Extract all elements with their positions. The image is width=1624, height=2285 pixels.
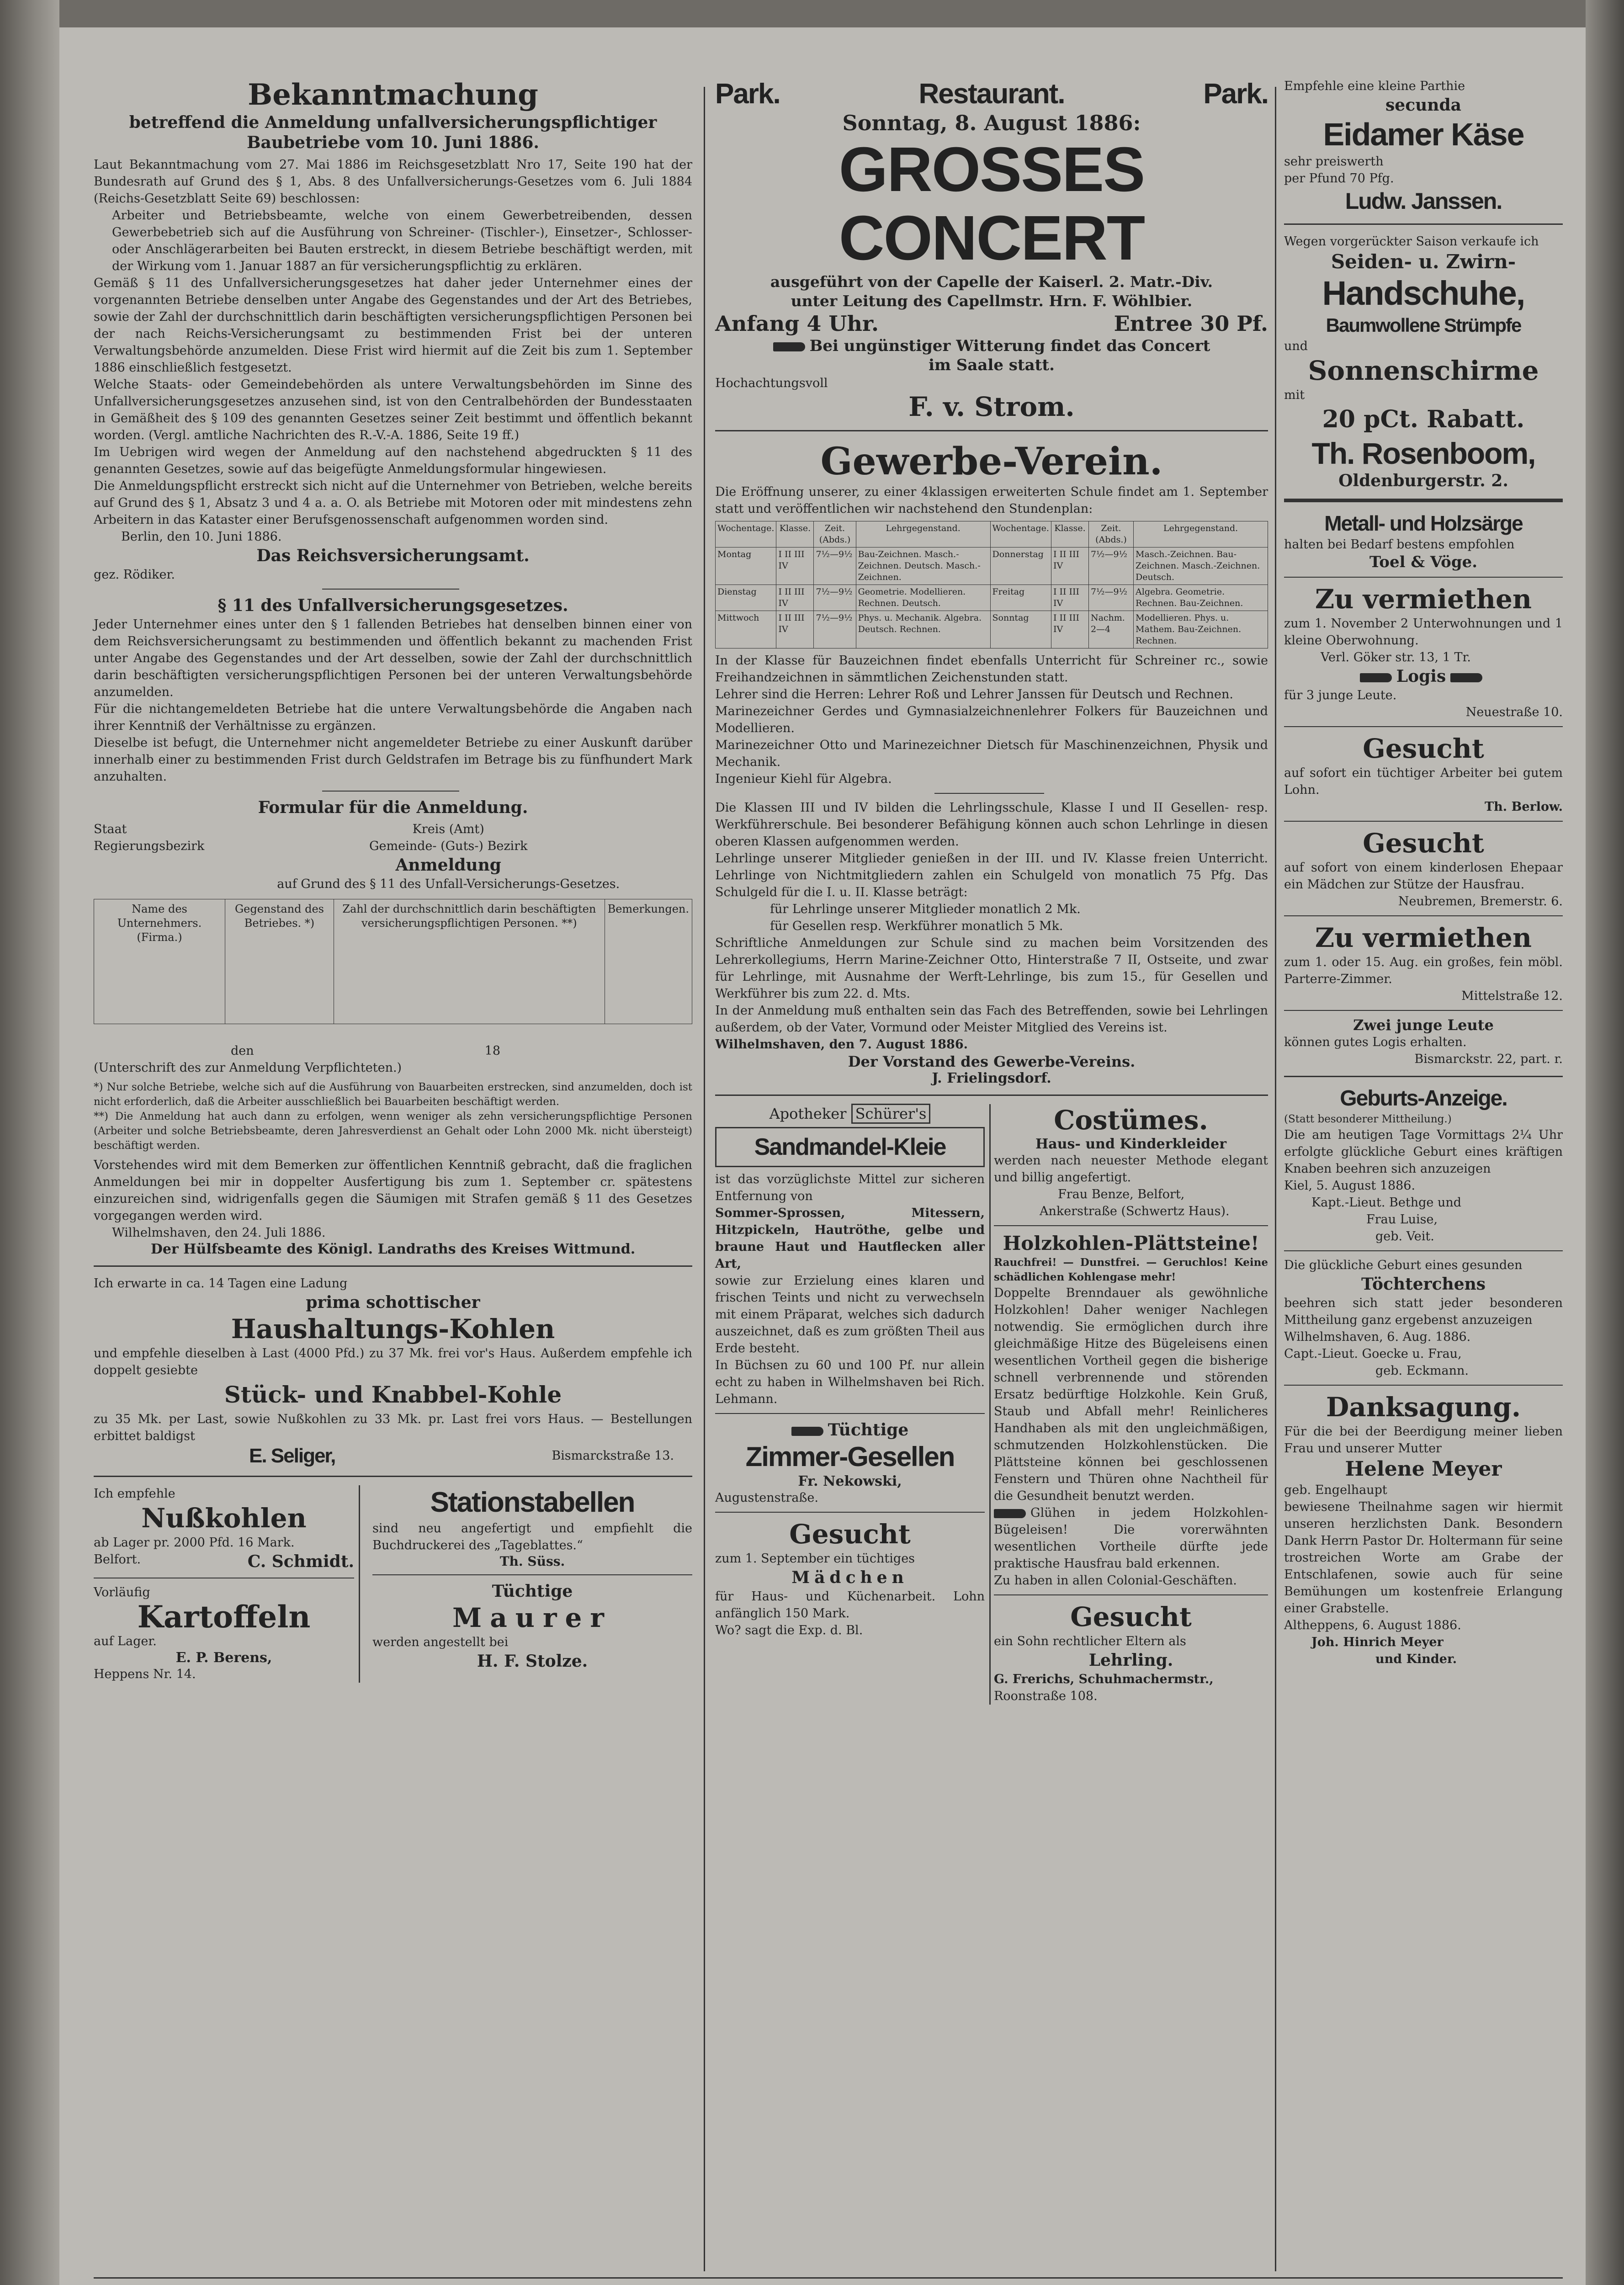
timetable-row [716, 585, 1268, 611]
timetable-row [716, 547, 1268, 585]
ad-line: Ich erwarte in ca. 14 Tagen eine Ladung [94, 1276, 348, 1291]
ad-line: Ich empfehle [94, 1487, 175, 1501]
ad-text: per Pfund 70 Pfg. [1284, 171, 1394, 186]
paragraph: Arbeiter und Betriebsbeamte, welche von einem Gewerbetreibenden, dessen Gewerbebetrieb sich auf die Ausführung von Schreiner- (Tischler-), Einsetzer-, Schlosser- oder Anschlägerarbeiten bei Bauten erstreckt, in diesem Betriebe beschäftigt werden, mit der Wirkung vom 1. Januar 1887 an für versicherungspflichtig zu erklären. [112, 208, 692, 273]
form-signature-line: (Unterschrift des zur Anmeldung Verpflichteten.) [94, 1061, 402, 1075]
ad-address: Oldenburgerstr. 2. [1338, 471, 1508, 490]
page-edge [1586, 0, 1624, 2285]
ad-title: Baumwollene Strümpfe [1326, 314, 1521, 336]
ad-title: Lehrling. [1088, 1651, 1173, 1670]
ad-title: Seiden- u. Zwirn- [1331, 250, 1516, 273]
ad-text: Glühen in jedem Holzkohlen-Bügeleisen! Die vorerwähnten wesentlichen Vortheile dürfte jede praktische Hausfrau bald erkennen. [994, 1506, 1268, 1571]
ad-line: secunda [1385, 96, 1461, 115]
timetable-cell: I II III IV [1051, 547, 1088, 585]
pointing-hand-icon [1450, 673, 1482, 682]
form-den: den [231, 1044, 254, 1058]
ad-address: Roonstraße 108. [994, 1689, 1098, 1703]
ad-title: Gesucht [789, 1519, 911, 1550]
ad-signature: Toel & Vöge. [1369, 553, 1478, 571]
place-date: Wilhelmshaven, den 24. Juli 1886. [112, 1226, 326, 1240]
divider [715, 1095, 1268, 1096]
divider [1284, 577, 1563, 578]
divider [1284, 223, 1563, 225]
timetable-cell: Montag [716, 547, 776, 585]
ad-title: Costümes. [1054, 1105, 1208, 1136]
timetable-cell: 7½—9½ [814, 611, 856, 648]
ad-address: Neuestraße 10. [1465, 705, 1563, 719]
timetable-cell: 7½—9½ [814, 547, 856, 585]
concert-regards: Hochachtungsvoll [715, 376, 828, 390]
ad-title: Zwei junge Leute [1353, 1016, 1494, 1034]
ad-text: Wegen vorgerückter Saison verkaufe ich [1284, 234, 1539, 249]
paragraph: Die Klassen III und IV bilden die Lehrlingsschule, Klasse I und II Gesellen- resp. Werkführerschule. Bei besonderer Befähigung können auch schon Lehrlinge in diesen oberen Klassen aufgenommen werden. [715, 801, 1268, 849]
ad-title: Handschuhe, [1322, 274, 1525, 312]
fee-line: für Lehrlinge unserer Mitglieder monatlich 2 Mk. [770, 902, 1081, 916]
notice-subtitle: betreffend die Anmeldung unfallversicherungspflichtiger Baubetriebe vom 10. Juni 1886. [129, 113, 657, 152]
divider [994, 1225, 1268, 1226]
ad-address: Ankerstraße (Schwertz Haus). [1040, 1204, 1230, 1218]
divider [322, 589, 459, 590]
divider [994, 1594, 1268, 1595]
ad-text: werden nach neuester Methode elegant und billig angefertigt. [994, 1153, 1268, 1185]
paragraph: Für die nichtangemeldeten Betriebe hat die untere Verwaltungsbehörde die Angaben nach ihrer Kenntniß der Verhältnisse zu ergänzen. [94, 702, 692, 733]
paragraph: Schriftliche Anmeldungen zur Schule sind zu machen beim Vorsitzenden des Lehrerkollegiums, Herrn Marine-Zeichner Otto, Hinterstraße 7 II, Ostseite, und zwar für Lehrlinge, mit Ausnahme der Werft-Lehrlinge, bis zum 15., für Gesellen und Werkführer bis zum 22. d. Mts. [715, 936, 1268, 1001]
divider [1284, 821, 1563, 822]
ad-text: für 3 junge Leute. [1284, 688, 1397, 702]
form-title: Formular für die Anmeldung. [258, 798, 528, 817]
notice-title: Bekanntmachung [248, 78, 538, 112]
ad-text: auf sofort ein tüchtiger Arbeiter bei gutem Lohn. [1284, 766, 1563, 797]
pointing-hand-icon [791, 1427, 823, 1436]
timetable-cell: I II III IV [776, 585, 814, 611]
paragraph: In der Klasse für Bauzeichnen findet ebenfalls Unterricht für Schreiner rc., sowie Freihandzeichnen in sämmtlichen Zeichenstunden statt. [715, 654, 1268, 685]
form-label: Kreis (Amt) [412, 822, 484, 836]
page-footer [94, 2269, 1563, 2285]
timetable-cell: I II III IV [776, 547, 814, 585]
concert-line: unter Leitung des Capellmstr. Hrn. F. Wöhlbier. [791, 292, 1193, 310]
divider [94, 2277, 1563, 2279]
ad-line: Tüchtige [828, 1420, 909, 1440]
ad-address: Mittelstraße 12. [1461, 989, 1563, 1003]
timetable-cell: I II III IV [1051, 585, 1088, 611]
form-label: Regierungsbezirk [94, 839, 205, 853]
ad-address: Verl. Göker str. 13, 1 Tr. [1321, 650, 1471, 664]
notice-signature: Der Hülfsbeamte des Königl. Landraths des Kreises Wittmund. [150, 1241, 636, 1257]
form-column-header: Bemerkungen. [605, 899, 692, 1024]
divider [715, 430, 1268, 431]
ad-address: Augustenstraße. [715, 1491, 818, 1505]
divider [1284, 1076, 1563, 1077]
form-anmeldung: Anmeldung [395, 856, 501, 875]
ad-text: bewiesene Theilnahme sagen wir hiermit unseren herzlichsten Dank. Besondern Dank Herrn Pastor Dr. Holtermann für seine trostreichen Worte am Grabe der Entschlafenen, sowie auch für seine Bemühungen um kostenfreie Erlangung einer Grabstelle. [1284, 1500, 1563, 1615]
concert-line: im Saale statt. [929, 356, 1055, 374]
concert-entry: Entree 30 Pf. [1114, 311, 1268, 336]
ad-text: für Haus- und Küchenarbeit. Lohn anfänglich 150 Mark. [715, 1589, 985, 1621]
timetable-cell: Donnerstag [990, 547, 1051, 585]
ad-text: ist das vorzüglichste Mittel zur sicheren Entfernung von [715, 1172, 985, 1203]
ad-signature: geb. Veit. [1375, 1229, 1434, 1243]
ad-title: Logis [1396, 667, 1446, 686]
place-date: Wilhelmshaven, den 7. August 1886. [715, 1037, 968, 1052]
ad-signature: geb. Eckmann. [1375, 1364, 1469, 1378]
ad-text: zu 35 Mk. per Last, sowie Nußkohlen zu 33 Mk. pr. Last frei vors Haus. — Bestellungen erbittet baldigst [94, 1412, 692, 1443]
paragraph: Die Eröffnung unserer, zu einer 4klassigen erweiterten Schule findet am 1. September statt und veröffentlichen wir nachstehend den Stundenplan: [715, 485, 1268, 516]
divider [1284, 915, 1563, 916]
ad-address: Bismarckstraße 13. [552, 1449, 674, 1463]
timetable-cell: Sonntag [990, 611, 1051, 648]
ad-text: Doppelte Brenndauer als gewöhnliche Holzkohlen! Daher weniger Nachlegen notwendig. Sie ermöglichen durch ihre gleichmäßige Hitze des Bügeleisens einen wesentlichen Vortheil gegen die bisherige schnell verbrennende und störenden Ersatz bedürftige Holzkohle. Kein Gruß, Staub und Abfall mehr! Reinlicheres Handhaben als mit den ungleichmäßigen, schmutzenden Holzkohlenstücken. Die Plättsteine können bei geschlossenen Fenstern und Thüren ohne Nachtheil für die Gesundheit benutzt werden. [994, 1286, 1268, 1503]
ad-text: ein Sohn rechtlicher Eltern als [994, 1634, 1186, 1648]
ad-title: Gesucht [1070, 1601, 1192, 1632]
ad-text: Wo? sagt die Exp. d. Bl. [715, 1623, 863, 1637]
divider [1284, 1250, 1563, 1251]
ad-text: sowie zur Erzielung eines klaren und frischen Teints und nicht zu verwechseln mit einem Präparat, welches sich dadurch auszeichnet, daß es zum größten Theil aus Erde besteht. [715, 1274, 985, 1355]
ad-place: Belfort. [94, 1552, 141, 1567]
place-date: Kiel, 5. August 1886. [1284, 1179, 1416, 1193]
timetable-cell: 7½—9½ [1088, 547, 1133, 585]
ad-signature: J. Frielingsdorf. [932, 1070, 1051, 1086]
ad-text: zum 1. September ein tüchtiges [715, 1552, 915, 1566]
ad-line: (Statt besonderer Mittheilung.) [1284, 1113, 1452, 1125]
ad-title: Zu vermiethen [1315, 584, 1532, 615]
fee-line: für Gesellen resp. Werkführer monatlich 5 Mk. [770, 919, 1063, 933]
ad-title: Gewerbe-Verein. [820, 440, 1163, 484]
place-date: Altheppens, 6. August 1886. [1284, 1618, 1461, 1632]
divider [322, 791, 459, 792]
paragraph: Lehrlinge unserer Mitglieder genießen in der III. und IV. Klasse freien Unterricht. Lehrlinge von Nichtmitgliedern zahlen ein Schulgeld von monatlich 75 Pfg. Das Schulgeld für die I. u. II. Klasse beträgt: [715, 851, 1268, 899]
ad-title: Kartoffeln [137, 1599, 311, 1635]
pointing-hand-icon [994, 1509, 1026, 1518]
divider [1284, 1385, 1563, 1386]
ad-line: Empfehle eine kleine Parthie [1284, 79, 1465, 93]
ad-text: beehren sich statt jeder besonderen Mittheilung ganz ergebenst anzuzeigen [1284, 1296, 1563, 1327]
timetable-header: Klasse. [776, 521, 814, 547]
ad-line: geb. Engelhaupt [1284, 1483, 1387, 1497]
left-column [94, 78, 692, 1683]
ad-text: können gutes Logis erhalten. [1284, 1035, 1467, 1049]
ad-title: Geburts-Anzeige. [1340, 1086, 1507, 1111]
timetable-header: Zeit. (Abds.) [1088, 521, 1133, 547]
divider [715, 1413, 985, 1414]
authority: Das Reichsversicherungsamt. [256, 546, 530, 565]
ad-text: Rauchfrei! — Dunstfrei. — Geruchlos! Keine schädlichen Kohlengase mehr! [994, 1256, 1268, 1283]
ad-title: Stationstabellen [430, 1487, 635, 1518]
ad-title: Töchterchens [1361, 1275, 1486, 1294]
timetable-header: Lehrgegenstand. [856, 521, 990, 547]
footnote: **) Die Anmeldung hat auch dann zu erfolgen, wenn weniger als zehn versicherungspflichtige Personen (Arbeiter und solche Betriebsbeamte, deren Jahresverdienst an Gehalt oder Lohn 2000 Mk. nicht übersteigt) beschäftigt werden. [94, 1111, 692, 1152]
ad-title: Mädchen [791, 1568, 908, 1587]
ad-signature: und Kinder. [1375, 1652, 1457, 1666]
divider [1284, 1010, 1563, 1011]
ad-signature: Fr. Nekowski, [798, 1473, 902, 1489]
ad-signature: Der Vorstand des Gewerbe-Vereins. [848, 1053, 1136, 1070]
form-column-header: Gegenstand des Betriebes. *) [225, 899, 334, 1024]
concert-line: ausgeführt von der Capelle der Kaiserl. 2. Matr.-Div. [770, 273, 1213, 291]
ad-signature: Frau Luise, [1366, 1212, 1438, 1227]
form-basis: auf Grund des § 11 des Unfall-Versicherungs-Gesetzes. [277, 877, 620, 891]
section-title: § 11 des Unfallversicherungsgesetzes. [218, 596, 568, 615]
paragraph: Marinezeichner Otto und Marinezeichner Dietsch für Maschinenzeichnen, Physik und Mechanik. [715, 738, 1268, 769]
timetable-cell: Mittwoch [716, 611, 776, 648]
timetable-cell: Masch.-Zeichnen. Bau-Zeichnen. Masch.-Zeichnen. Deutsch. [1134, 547, 1268, 585]
ad-address: Bismarckstr. 22, part. r. [1414, 1052, 1563, 1066]
ad-title: Eidamer Käse [1323, 117, 1524, 152]
paragraph: Dieselbe ist befugt, die Unternehmer nicht angemeldeter Betriebe zu einer Auskunft darüber innerhalb einer zu bestimmenden Frist durch Geldstrafen im Betrage bis zu fünfhundert Mark anzuhalten. [94, 736, 692, 784]
middle-column [715, 78, 1268, 1705]
timetable-cell: 7½—9½ [814, 585, 856, 611]
ad-text: auf sofort von einem kinderlosen Ehepaar ein Mädchen zur Stütze der Hausfrau. [1284, 861, 1563, 892]
ad-signature: E. P. Berens, [175, 1650, 272, 1666]
ad-line: und [1284, 339, 1308, 353]
ad-text: In Büchsen zu 60 und 100 Pf. nur allein echt zu haben in Wilhelmshaven bei Rich. Lehmann. [715, 1358, 985, 1406]
paragraph: Gemäß § 11 des Unfallversicherungsgesetzes hat daher jeder Unternehmer eines der vorgenannten Betriebe denselben unter Angabe des Gegenstandes und der Art des Betriebes, sowie der Zahl der durchschnittlich darin beschäftigten versicherungspflichtigen Personen bei der nach Reichs-Versicherungsamt zu bestimmenden Frist bei der unteren Verwaltungsbehörde anzumelden. Diese Frist wird hiermit auf die Zeit bis zum 1. September 1886 einschließlich festgesetzt. [94, 276, 692, 375]
concert-host: F. v. Strom. [908, 391, 1075, 422]
ad-signature: Capt.-Lieut. Goecke u. Frau, [1284, 1347, 1462, 1361]
ad-text: zum 1. November 2 Unterwohnungen und 1 kleine Oberwohnung. [1284, 616, 1563, 648]
ad-text: Die glückliche Geburt eines gesunden [1284, 1258, 1523, 1272]
ad-address: Heppens Nr. 14. [94, 1667, 196, 1681]
park-center: Restaurant. [918, 78, 1065, 110]
ad-title: Gesucht [1363, 733, 1484, 764]
place-date: Berlin, den 10. Juni 1886. [121, 530, 282, 544]
timetable-cell: Geometrie. Modellieren. Rechnen. Deutsch. [856, 585, 990, 611]
paragraph: In der Anmeldung muß enthalten sein das Fach des Betreffenden, sowie bei Lehrlingen außerdem, ob der Vater, Vormund oder Meister Mitglied des Vereins ist. [715, 1004, 1268, 1035]
divider [934, 793, 1044, 794]
concert-title: GROSSES CONCERT [839, 134, 1145, 273]
divider [372, 1574, 692, 1575]
ad-title: Holzkohlen-Plättsteine! [1003, 1232, 1259, 1254]
paragraph: Marinezeichner Gerdes und Gymnasialzeichnenlehrer Folkers für Bauzeichnen und Modellieren. [715, 704, 1268, 735]
ad-title: Maurer [452, 1602, 612, 1633]
ad-text: Für die bei der Beerdigung meiner lieben Frau und unserer Mutter [1284, 1424, 1563, 1456]
timetable-header: Lehrgegenstand. [1134, 521, 1268, 547]
signature: gez. Rödiker. [94, 568, 175, 582]
ad-signature: E. Seliger, [249, 1445, 335, 1467]
ad-title: Zu vermiethen [1315, 922, 1532, 953]
ad-text: sind neu angefertigt und empfiehlt die Buchdruckerei des „Tageblattes.“ [372, 1521, 692, 1552]
ad-text: werden angestellt bei [372, 1635, 509, 1649]
ad-signature: Th. Süss. [499, 1554, 565, 1569]
ad-title: Gesucht [1363, 828, 1484, 859]
paragraph: Die Anmeldungspflicht erstreckt sich nicht auf die Unternehmer von Betrieben, welche bereits auf Grund des § 1, Absatz 3 und 4 a. a. O. als Betriebe mit Motoren oder mit mindestens zehn Arbeitern in das Kataster einer Berufsgenossenschaft aufgenommen worden sind. [94, 479, 692, 527]
park-left: Park. [715, 78, 780, 110]
divider [94, 1476, 692, 1477]
ad-line: Apotheker [769, 1105, 847, 1122]
timetable-cell: Bau-Zeichnen. Masch.-Zeichnen. Deutsch. Masch.-Zeichnen. [856, 547, 990, 585]
ad-line: Schürer's [851, 1104, 931, 1124]
ad-title: Helene Meyer [1345, 1457, 1502, 1481]
divider [715, 1512, 985, 1513]
paragraph: Im Uebrigen wird wegen der Anmeldung auf den nachstehend abgedruckten § 11 des genannten Gesetzes, sowie auf das beigefügte Anmeldungsformular hingewiesen. [94, 445, 692, 476]
ad-line: prima schottischer [306, 1293, 480, 1312]
place-date: Wilhelmshaven, 6. Aug. 1886. [1284, 1330, 1471, 1344]
ad-line: Haus- und Kinderkleider [1035, 1136, 1227, 1152]
paragraph: Welche Staats- oder Gemeindebehörden als untere Verwaltungsbehörden im Sinne des Unfallversicherungsgesetzes anzusehen sind, ist von den Centralbehörden der Bundesstaaten in Gemäßheit des § 109 des genannten Gesetzes seiner Zeit bestimmt und öffentlich bekannt worden. (Vergl. amtliche Nachrichten des R.-V.-A. 1886, Seite 19 ff.) [94, 377, 692, 442]
column-rule [1275, 87, 1276, 2271]
ad-title: Stück- und Knabbel-Kohle [224, 1381, 562, 1408]
right-column [1284, 78, 1563, 1668]
timetable-cell: I II III IV [776, 611, 814, 648]
ad-title: Zimmer-Gesellen [745, 1441, 955, 1472]
form-label: Staat [94, 822, 127, 836]
ad-line: mit [1284, 388, 1305, 402]
divider [1284, 726, 1563, 727]
concert-line: Bei ungünstiger Witterung findet das Concert [809, 337, 1210, 355]
form-column-header: Name des Unternehmers. (Firma.) [94, 899, 225, 1024]
ad-text: und empfehle dieselben à Last (4000 Pfd.) zu 37 Mk. frei vor's Haus. Außerdem empfehle ich doppelt gesiebte [94, 1346, 692, 1377]
divider [1284, 499, 1563, 502]
ad-text: sehr preiswerth [1284, 154, 1384, 169]
pointing-hand-icon [1360, 673, 1392, 682]
pointing-hand-icon [773, 342, 805, 351]
ad-text: halten bei Bedarf bestens empfohlen [1284, 537, 1515, 552]
timetable-header: Wochentage. [990, 521, 1051, 547]
ad-address: Neubremen, Bremerstr. 6. [1398, 894, 1563, 909]
ad-title: Sonnenschirme [1308, 355, 1539, 386]
ad-title: Haushaltungs-Kohlen [231, 1313, 555, 1344]
registration-form-table [94, 899, 692, 1024]
paragraph: Laut Bekanntmachung vom 27. Mai 1886 im Reichsgesetzblatt Nro 17, Seite 190 hat der Bundesrath auf Grund des § 1, Abs. 8 des Unfallversicherungs-Gesetzes vom 6. Juli 1884 (Reichs-Gesetzblatt Seite 69) beschlossen: [94, 158, 692, 206]
ad-signature: Ludw. Janssen. [1345, 188, 1502, 214]
column-rule [704, 87, 705, 2271]
ad-signature: Kapt.-Lieut. Bethge und [1311, 1196, 1462, 1210]
ad-text: Zu haben in allen Colonial-Geschäften. [994, 1573, 1237, 1588]
concert-date: Sonntag, 8. August 1886: [842, 111, 1141, 135]
form-column-header: Zahl der durchschnittlich darin beschäftigten versicherungspflichtigen Personen. **) [334, 899, 605, 1024]
ad-title: Sandmandel-Kleie [715, 1127, 985, 1167]
timetable-header: Klasse. [1051, 521, 1088, 547]
ad-signature: Th. Rosenboom, [1311, 436, 1535, 470]
timetable-cell: Phys. u. Mechanik. Algebra. Deutsch. Rechnen. [856, 611, 990, 648]
ad-signature: G. Frerichs, Schuhmachermstr., [994, 1672, 1214, 1686]
timetable-cell: Nachm. 2—4 [1088, 611, 1133, 648]
ad-title: Metall- und Holzsärge [1324, 511, 1523, 535]
ad-line: Tüchtige [492, 1582, 573, 1601]
ad-line: Vorläufig [94, 1585, 150, 1600]
ad-signature: H. F. Stolze. [477, 1652, 588, 1671]
ad-signature: Th. Berlow. [1485, 800, 1563, 814]
form-label: Gemeinde- (Guts-) Bezirk [369, 839, 528, 853]
concert-start: Anfang 4 Uhr. [715, 311, 879, 336]
book-binding [0, 0, 59, 2285]
divider [94, 1265, 692, 1267]
ad-text: Sommer-Sprossen, Mitessern, Hitzpickeln, Hautröthe, gelbe und braune Haut und Hautflecken aller Art, [715, 1206, 985, 1271]
ad-signature: C. Schmidt. [247, 1552, 354, 1571]
timetable-cell: Algebra. Geometrie. Rechnen. Bau-Zeichnen. [1134, 585, 1268, 611]
timetable-header: Wochentage. [716, 521, 776, 547]
ad-text: auf Lager. [94, 1634, 157, 1648]
form-year: 18 [484, 1044, 500, 1058]
timetable-cell: Dienstag [716, 585, 776, 611]
park-right: Park. [1203, 78, 1268, 110]
timetable-row [716, 611, 1268, 648]
timetable-cell: 7½—9½ [1088, 585, 1133, 611]
ad-text: Die am heutigen Tage Vormittags 2¼ Uhr erfolgte glückliche Geburt eines kräftigen Knaben beehren sich anzuzeigen [1284, 1128, 1563, 1176]
ad-title: 20 pCt. Rabatt. [1322, 405, 1525, 433]
paragraph: Vorstehendes wird mit dem Bemerken zur öffentlichen Kenntniß gebracht, daß die fraglichen Anmeldungen bei mir in doppelter Ausfertigung bis zum 1. September cr. spätestens einzureichen sind, widrigenfalls gegen die Säumigen mit Strafen gemäß § 11 des Gesetzes vorgegangen werden wird. [94, 1158, 692, 1223]
timetable-header: Zeit. (Abds.) [814, 521, 856, 547]
ad-signature: Joh. Hinrich Meyer [1311, 1635, 1444, 1649]
timetable-cell: I II III IV [1051, 611, 1088, 648]
timetable-cell: Freitag [990, 585, 1051, 611]
ad-text: ab Lager pr. 2000 Pfd. 16 Mark. [94, 1536, 295, 1550]
ad-text: zum 1. oder 15. Aug. ein großes, fein möbl. Parterre-Zimmer. [1284, 955, 1563, 986]
timetable-cell: Modellieren. Phys. u. Mathem. Bau-Zeichnen. Rechnen. [1134, 611, 1268, 648]
ad-title: Nußkohlen [141, 1503, 307, 1534]
ad-signature: Frau Benze, Belfort, [1058, 1187, 1185, 1201]
paragraph: Jeder Unternehmer eines unter den § 1 fallenden Betriebes hat denselben binnen einer von dem Reichsversicherungsamt zu bestimmenden und öffentlich bekannt zu machenden Frist unter Angabe des Gegenstandes und der Art desselben, sowie der Zahl der durchschnittlich darin beschäftigten versicherungspflichtigen Personen bei der unteren Verwaltungsbehörde anzumelden. [94, 617, 692, 699]
paragraph: Ingenieur Kiehl für Algebra. [715, 772, 892, 786]
footnote: *) Nur solche Betriebe, welche sich auf die Ausführung von Bauarbeiten erstrecken, sind anzumelden, doch ist nicht erforderlich, daß die Arbeiter ausschließlich bei Bauarbeiten beschäftigt werden. [94, 1081, 692, 1108]
ad-title: Danksagung. [1326, 1392, 1521, 1423]
timetable [715, 521, 1268, 648]
paragraph: Lehrer sind die Herren: Lehrer Roß und Lehrer Janssen für Deutsch und Rechnen. [715, 687, 1233, 701]
